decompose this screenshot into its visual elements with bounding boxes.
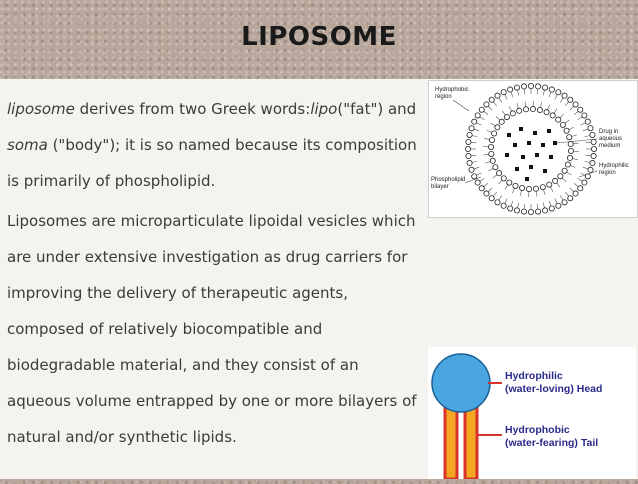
label-hydrophobic-2: region	[435, 94, 452, 100]
liposome-diagram	[428, 80, 638, 218]
tail-label-2: (water-fearing) Tail	[505, 437, 598, 449]
tail-label-1: Hydrophobic	[505, 424, 570, 436]
label-hydrophobic-1: Hydrophobic	[435, 87, 469, 93]
head-label-1: Hydrophilic	[505, 370, 563, 382]
label-bilayer-2: bilayer	[431, 184, 449, 190]
phospholipid-head	[432, 354, 490, 412]
paragraph-definition: Liposomes are microparticulate lipoidal vesicles which are under extensive investigation as drug carriers for improving the delivery of therapeutic agents, composed of relatively biocompatible and biodegradable material, and they consist of an aqueous volume entrapped by one or more bilayers of natural and/or synthetic lipids.	[7, 203, 427, 455]
term-soma: soma	[7, 136, 48, 154]
para1-text-1: derives from two Greek words:	[75, 100, 310, 118]
label-drug-2: aqueous	[599, 136, 622, 142]
drug-particles	[505, 127, 557, 181]
slide-title: LIPOSOME	[0, 22, 638, 52]
label-hydrophilic-1: Hydrophilic	[599, 163, 629, 169]
label-drug-1: Drug in	[599, 129, 618, 135]
phospholipid-diagram	[428, 347, 636, 479]
phospholipid-bilayer-ring	[465, 83, 596, 214]
label-bilayer-1: Phospholipid	[431, 177, 465, 183]
phospholipid-svg	[428, 347, 636, 479]
paragraph-etymology	[7, 91, 427, 199]
head-label-2: (water-loving) Head	[505, 383, 602, 395]
label-hydrophilic-2: region	[599, 170, 616, 176]
para1-text-3: ("body"); it is so named because its composition is primarily of phospholipid.	[7, 136, 417, 190]
term-lipo: lipo	[310, 100, 337, 118]
liposome-svg	[429, 81, 637, 217]
para1-text-2: ("fat") and	[337, 100, 416, 118]
title-bar	[0, 0, 638, 79]
label-drug-3: medium	[599, 143, 620, 149]
term-liposome: liposome	[7, 100, 75, 118]
